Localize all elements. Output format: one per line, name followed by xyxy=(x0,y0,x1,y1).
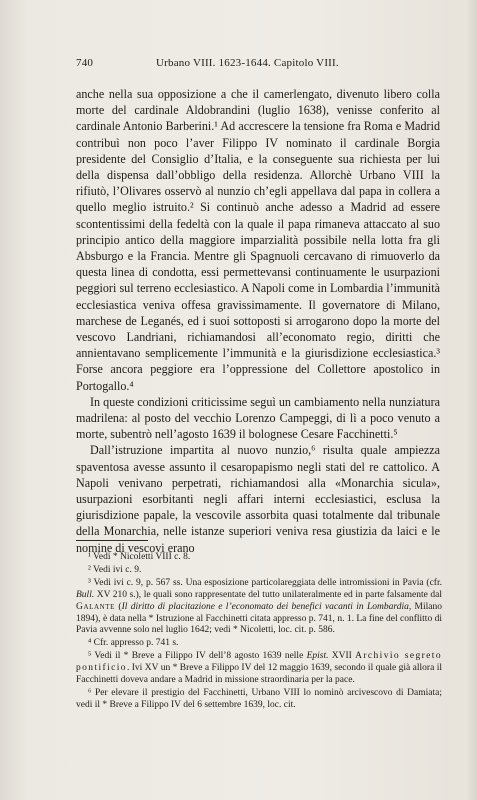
footnote-3-text-d: Milano 1894), è data nella * Istruzione al Facchinetti citata appresso p. 741, n. 1. La fine del conflitto di Pavia avvenne solo nel luglio 1642; vedi * Nicoletti, loc. cit. p. 586. xyxy=(76,601,442,636)
footnote-separator xyxy=(76,540,148,541)
footnote-2: ² Vedi ivi c. 9. xyxy=(88,564,142,575)
footnote-3-text-c: ( xyxy=(115,601,122,612)
paragraph-1: anche nella sua opposizione a che il camerlengato, divenuto libero colla morte del cardinale Aldobrandini (luglio 1638), venisse conferito al cardinale Antonio Barberini.¹ Ad accrescere la tensione fra Roma e Madrid contribuì non poco l’aver Filippo IV nominato il cardinale Borgia presidente del Consiglio d’Italia, e la conseguente sua richiesta per lui della dispensa dall’obbligo della residenza. Allorchè Urbano VIII la rifiutò, l’Olivares osservò al nunzio ch’egli appellava dal papa in collera a quello meglio istruito.² Si continuò anche adesso a Madrid ad essere scontentissimi della fedeltà con la quale il papa rimaneva attaccato al suo principio antico della maggiore imparzialità possibile nella lotta fra gli Absburgo e la Francia. Mentre gli Spagnuoli cercavano di rimuoverlo da questa linea di condotta, essi permettevansi continuamente le usurpazioni peggiori sul terreno ecclesiastico. A Napoli come in Lombardia l’immunità ecclesiastica veniva offesa gravissimamente. Il governatore di Milano, marchese de Leganés, ed i suoi sottoposti si arrogarono dopo la morte del vescovo Landriani, richiamandosi all’economato regio, diritti che annientavano semplicemente l’immunità e la giurisdizione ecclesiastica.³ Forse ancora peggiore era l’oppressione del Collettore apostolico in Portogallo.⁴ xyxy=(76,87,440,393)
page-number: 740 xyxy=(76,57,94,69)
running-title: Urbano VIII. 1623-1644. Capitolo VIII. xyxy=(156,57,339,69)
page-edge-shadow xyxy=(467,0,477,800)
footnote-5 xyxy=(76,651,442,687)
footnote-3-text: ³ Vedi ivi c. 9, p. 567 ss. Una esposizione particolareggiata delle intromissioni in Pavia (cfr. xyxy=(88,577,442,588)
footnote-3-author: Galante xyxy=(76,601,116,612)
main-text xyxy=(76,86,440,556)
paragraph-3: Dall’istruzione impartita al nuovo nunzio,⁶ risulta quale ampiezza spaventosa avesse assunto il cesaropapismo negli stati del re cattolico. A Napoli venivano perpetrati, richiamandosi alla «Monarchia sicula», usurpazioni esorbitanti negli affari interni ecclesiastici, esclusa la giurisdizione papale, la vescovile assorbita quasi totalmente dal tribunale della Monarchia, nelle istanze superiori veniva resa giustizia da laici e le nomine di vescovi erano xyxy=(76,443,440,555)
footnote-1: ¹ Vedi * Nicoletti VIII c. 8. xyxy=(88,552,191,562)
footnote-4: ⁴ Cfr. appresso p. 741 s. xyxy=(88,638,179,649)
paragraph-2: In queste condizioni criticissime seguì un cambiamento nella nunziatura madrilena: al posto del vecchio Lorenzo Campeggi, di lì a poco venuto a morte, subentrò nell’agosto 1639 il bolognese Cesare Facchinetti.⁵ xyxy=(76,394,440,442)
footnote-5-text-c: . Ivi XV un * Breve a Filippo IV del 12 maggio 1639, secondo il quale già allora il Facchinetti doveva andare a Madrid in missione straordinaria per la pace. xyxy=(76,663,442,686)
page-header xyxy=(76,57,426,73)
footnote-5-epist: Epist. xyxy=(306,651,329,662)
footnote-5-text: ⁵ Vedi il * Breve a Filippo IV dell’8 agosto 1639 nelle xyxy=(88,651,307,662)
footnote-3-text-b: XV 210 s.), le quali sono rappresentate del tutto unilateralmente ed in parte falsamente dal xyxy=(94,589,442,600)
footnote-3-bull: Bull. xyxy=(76,589,95,600)
footnote-6: ⁶ Per elevare il prestigio del Facchinetti, Urbano VIII lo nominò arcivescovo di Damiata; vedi il * Breve a Filippo IV del 6 settembre 1639, loc. cit. xyxy=(76,687,442,710)
footnote-5-text-b: XVII xyxy=(328,651,356,662)
footnotes xyxy=(76,552,442,713)
footnote-3-title: Il diritto di placitazione e l’economato dei benefici vacanti in Lombardia, xyxy=(121,601,412,612)
footnote-5-archive: Archivio segreto pontificio xyxy=(76,651,442,674)
footnote-3 xyxy=(76,578,442,638)
